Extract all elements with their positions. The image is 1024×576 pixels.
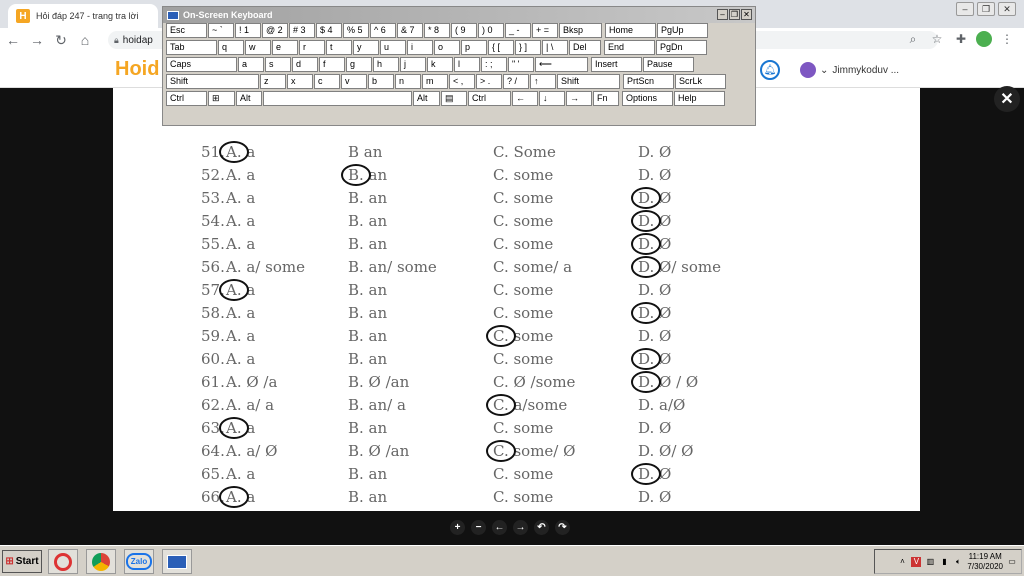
option-d: D. Ø: [638, 143, 672, 161]
option-a: A. a: [226, 488, 256, 506]
answer-circle: [631, 256, 661, 278]
osk-minimize-button[interactable]: –: [717, 9, 728, 20]
osk-key[interactable]: ⊞: [208, 91, 235, 106]
osk-key[interactable]: Help: [674, 91, 725, 106]
osk-key[interactable]: } ]: [515, 40, 541, 55]
back-arrow-icon[interactable]: ←: [6, 32, 20, 48]
osk-key[interactable]: # 3: [289, 23, 315, 38]
osk-key[interactable]: v: [341, 74, 367, 89]
tray-expand-icon[interactable]: ˄: [900, 557, 905, 566]
zalo-icon: Zalo: [126, 553, 152, 570]
start-label: Start: [15, 556, 39, 567]
answer-circle: [219, 417, 249, 439]
osk-key[interactable]: Options: [622, 91, 673, 106]
osk-key[interactable]: p: [461, 40, 487, 55]
option-b: B. an: [348, 488, 388, 506]
option-a: A. a: [226, 189, 256, 207]
username: Jimmykoduv ...: [832, 64, 900, 76]
option-c: C. some: [493, 304, 554, 322]
question-row: [113, 212, 920, 232]
osk-key[interactable]: > .: [476, 74, 502, 89]
notification-bell-icon[interactable]: 🔔︎: [760, 60, 780, 80]
browser-tab[interactable]: [8, 4, 158, 28]
option-d: D. Ø/ some: [638, 258, 721, 276]
osk-key[interactable]: s: [265, 57, 291, 72]
question-number: 59.: [201, 327, 225, 345]
logo-text: Hoid: [115, 58, 160, 80]
option-a: A. a: [226, 143, 256, 161]
osk-key[interactable]: : ;: [481, 57, 507, 72]
question-number: 57.: [201, 281, 225, 299]
question-row: [113, 373, 920, 393]
osk-key[interactable]: * 8: [424, 23, 450, 38]
osk-key[interactable]: < ,: [449, 74, 475, 89]
option-c: C. some: [493, 281, 554, 299]
taskbar: [0, 545, 1024, 576]
question-number: 54.: [201, 212, 225, 230]
worksheet-image: [113, 88, 920, 511]
osk-key[interactable]: Pause: [643, 57, 694, 72]
system-clock[interactable]: [967, 552, 1003, 572]
osk-key[interactable]: Alt: [236, 91, 262, 106]
osk-key[interactable]: e: [272, 40, 298, 55]
option-c: C. some: [493, 235, 554, 253]
question-number: 55.: [201, 235, 225, 253]
option-d: D. Ø / Ø: [638, 373, 699, 391]
chrome-icon: [92, 553, 110, 571]
keyboard-app-icon: [167, 555, 187, 569]
question-number: 64.: [201, 442, 225, 460]
question-number: 61.: [201, 373, 225, 391]
option-c: C. some: [493, 488, 554, 506]
option-b: B. Ø /an: [348, 373, 410, 391]
option-a: A. a: [226, 465, 256, 483]
option-c: C. a/some: [493, 396, 568, 414]
option-d: D. Ø/ Ø: [638, 442, 694, 460]
question-row: [113, 304, 920, 324]
osk-key[interactable]: ⟵: [535, 57, 588, 72]
osk-key[interactable]: ! 1: [235, 23, 261, 38]
option-a: A. a: [226, 419, 256, 437]
osk-key[interactable]: Ctrl: [166, 91, 207, 106]
option-b: B. an: [348, 166, 388, 184]
osk-key[interactable]: Ctrl: [468, 91, 511, 106]
close-window-button[interactable]: ✕: [998, 2, 1016, 16]
osk-key[interactable]: →: [566, 91, 592, 106]
osk-key[interactable]: q: [218, 40, 244, 55]
osk-key[interactable]: z: [260, 74, 286, 89]
osk-key[interactable]: ) 0: [478, 23, 504, 38]
answer-circle: [631, 348, 661, 370]
volume-icon[interactable]: 🔈︎: [956, 556, 961, 566]
question-row: [113, 235, 920, 255]
option-a: A. a/ Ø: [226, 442, 278, 460]
option-c: C. some: [493, 166, 554, 184]
antivirus-icon[interactable]: V: [911, 557, 921, 567]
system-tray: [874, 549, 1022, 574]
option-b: B. an: [348, 212, 388, 230]
target-app-icon: [54, 553, 72, 571]
question-number: 60.: [201, 350, 225, 368]
answer-circle: [219, 141, 249, 163]
option-d: D. a/Ø: [638, 396, 686, 414]
extensions-puzzle-icon[interactable]: ✚: [955, 32, 967, 46]
bookmark-star-icon[interactable]: ☆: [931, 32, 943, 46]
option-a: A. a/ a: [226, 396, 275, 414]
url-text: hoidap: [122, 34, 153, 46]
osk-key[interactable]: & 7: [397, 23, 423, 38]
osk-key[interactable]: i: [407, 40, 433, 55]
answer-circle: [486, 440, 516, 462]
minimize-button[interactable]: –: [956, 2, 974, 16]
answer-circle: [631, 233, 661, 255]
osk-key[interactable]: y: [353, 40, 379, 55]
question-row: [113, 281, 920, 301]
osk-maximize-button[interactable]: ❐: [730, 10, 739, 19]
zoom-icon[interactable]: ⌕: [909, 31, 917, 46]
answer-circle: [631, 187, 661, 209]
toolbar-actions: [904, 30, 1016, 48]
osk-key[interactable]: x: [287, 74, 313, 89]
option-d: D. Ø: [638, 327, 672, 345]
osk-key[interactable]: ~ `: [208, 23, 234, 38]
osk-key[interactable]: d: [292, 57, 318, 72]
option-c: C. some: [493, 350, 554, 368]
clock-time: 11:19 AM: [968, 551, 1002, 561]
osk-key[interactable]: { [: [488, 40, 514, 55]
question-number: 65.: [201, 465, 225, 483]
option-a: A. a: [226, 327, 256, 345]
user-avatar: [800, 62, 816, 78]
reload-icon[interactable]: ↻: [55, 31, 67, 48]
question-number: 51.: [201, 143, 225, 161]
lock-icon: 🔒︎: [114, 34, 119, 45]
osk-key[interactable]: ↓: [539, 91, 565, 106]
osk-key[interactable]: % 5: [343, 23, 369, 38]
clock-date: 7/30/2020: [967, 561, 1003, 571]
option-d: D. Ø: [638, 212, 672, 230]
option-b: B. an: [348, 350, 388, 368]
question-row: [113, 396, 920, 416]
option-c: C. some: [493, 212, 554, 230]
osk-key[interactable]: PgDn: [656, 40, 707, 55]
option-a: A. a: [226, 235, 256, 253]
tab-title: Hỏi đáp 247 - trang tra lời: [36, 11, 139, 21]
answer-circle: [341, 164, 371, 186]
question-row: [113, 419, 920, 439]
option-b: B. an: [348, 327, 388, 345]
site-logo[interactable]: [115, 58, 159, 81]
keyboard-icon: [167, 11, 179, 20]
show-desktop-icon[interactable]: ▭: [1008, 557, 1016, 566]
option-d: D. Ø: [638, 235, 672, 253]
osk-key[interactable]: PrtScn: [623, 74, 674, 89]
question-row: [113, 442, 920, 462]
answer-circle: [486, 394, 516, 416]
option-d: D. Ø: [638, 189, 672, 207]
osk-key[interactable]: ( 9: [451, 23, 477, 38]
taskbar-app-target[interactable]: [48, 549, 78, 574]
question-row: [113, 166, 920, 186]
osk-window-controls: [717, 9, 752, 20]
close-viewer-icon[interactable]: ✕: [994, 86, 1020, 112]
osk-key[interactable]: n: [395, 74, 421, 89]
question-row: [113, 143, 920, 163]
window-controls: [956, 2, 1016, 16]
osk-key[interactable]: t: [326, 40, 352, 55]
osk-key[interactable]: | \: [542, 40, 568, 55]
osk-key[interactable]: f: [319, 57, 345, 72]
osk-key[interactable]: Fn: [593, 91, 619, 106]
option-b: B. an: [348, 235, 388, 253]
question-number: 52.: [201, 166, 225, 184]
option-b: B. an: [348, 189, 388, 207]
osk-key[interactable]: ^ 6: [370, 23, 396, 38]
osk-key[interactable]: Shift: [166, 74, 259, 89]
osk-key[interactable]: Shift: [557, 74, 620, 89]
osk-key[interactable]: Bksp: [559, 23, 602, 38]
question-number: 53.: [201, 189, 225, 207]
option-b: B. an: [348, 304, 388, 322]
osk-key[interactable]: u: [380, 40, 406, 55]
option-a: A. a/ some: [226, 258, 305, 276]
osk-key[interactable]: PgUp: [657, 23, 708, 38]
profile-avatar[interactable]: [976, 31, 992, 47]
power-icon[interactable]: ▮: [942, 557, 947, 566]
option-a: A. Ø /a: [226, 373, 278, 391]
option-d: D. Ø: [638, 166, 672, 184]
osk-key[interactable]: End: [604, 40, 655, 55]
option-d: D. Ø: [638, 419, 672, 437]
answer-circle: [631, 210, 661, 232]
zoom-in-button[interactable]: +: [450, 520, 465, 535]
osk-key[interactable]: ScrLk: [675, 74, 726, 89]
zoom-out-button[interactable]: −: [471, 520, 486, 535]
site-favicon-icon: H: [16, 9, 30, 23]
option-b: B. an/ some: [348, 258, 437, 276]
option-b: B. Ø /an: [348, 442, 410, 460]
option-b: B. an: [348, 281, 388, 299]
osk-key[interactable]: l: [454, 57, 480, 72]
user-menu[interactable]: [800, 62, 899, 78]
option-c: C. some/ a: [493, 258, 573, 276]
question-number: 66.: [201, 488, 225, 506]
option-c: C. some: [493, 327, 554, 345]
on-screen-keyboard: [162, 6, 756, 126]
question-number: 62.: [201, 396, 225, 414]
answer-circle: [631, 302, 661, 324]
osk-key[interactable]: c: [314, 74, 340, 89]
option-c: C. some: [493, 465, 554, 483]
option-c: C. some: [493, 189, 554, 207]
osk-key[interactable]: h: [373, 57, 399, 72]
osk-key[interactable]: Caps: [166, 57, 237, 72]
start-button[interactable]: [2, 550, 42, 573]
next-button[interactable]: →: [513, 520, 528, 535]
windows-logo-icon: ⊞: [5, 556, 14, 567]
osk-key[interactable]: $ 4: [316, 23, 342, 38]
option-c: C. Ø /some: [493, 373, 576, 391]
home-icon[interactable]: ⌂: [80, 32, 90, 48]
osk-title-bar[interactable]: [163, 7, 755, 23]
question-row: [113, 189, 920, 209]
forward-arrow-icon[interactable]: →: [30, 32, 44, 48]
osk-key[interactable]: ? /: [503, 74, 529, 89]
option-a: A. a: [226, 212, 256, 230]
osk-key[interactable]: j: [400, 57, 426, 72]
question-row: [113, 465, 920, 485]
osk-close-button[interactable]: ✕: [741, 9, 752, 20]
taskbar-app-zalo[interactable]: [124, 549, 154, 574]
option-b: B. an: [348, 419, 388, 437]
option-d: D. Ø: [638, 488, 672, 506]
taskbar-app-chrome[interactable]: [86, 549, 116, 574]
restore-button[interactable]: ❐: [977, 2, 995, 16]
osk-key[interactable]: Alt: [413, 91, 440, 106]
option-b: B an: [348, 143, 383, 161]
answer-circle: [219, 486, 249, 508]
osk-key[interactable]: " ': [508, 57, 534, 72]
answer-circle: [486, 325, 516, 347]
osk-key[interactable]: [263, 91, 412, 106]
osk-key[interactable]: k: [427, 57, 453, 72]
osk-key[interactable]: _ -: [505, 23, 531, 38]
option-a: A. a: [226, 166, 256, 184]
osk-key[interactable]: ↑: [530, 74, 556, 89]
option-d: D. Ø: [638, 281, 672, 299]
osk-key[interactable]: Home: [605, 23, 656, 38]
answer-circle: [631, 371, 661, 393]
network-icon[interactable]: ▥: [926, 557, 935, 566]
osk-key[interactable]: o: [434, 40, 460, 55]
osk-key[interactable]: Del: [569, 40, 601, 55]
option-d: D. Ø: [638, 465, 672, 483]
osk-key[interactable]: Tab: [166, 40, 217, 55]
osk-key[interactable]: a: [238, 57, 264, 72]
option-c: C. some/ Ø: [493, 442, 576, 460]
osk-key[interactable]: ←: [512, 91, 538, 106]
question-row: [113, 258, 920, 278]
chevron-down-icon: ⌄: [820, 64, 829, 76]
osk-key[interactable]: r: [299, 40, 325, 55]
osk-key[interactable]: m: [422, 74, 448, 89]
question-number: 58.: [201, 304, 225, 322]
question-number: 56.: [201, 258, 225, 276]
option-c: C. some: [493, 419, 554, 437]
osk-key[interactable]: ▤: [441, 91, 467, 106]
option-d: D. Ø: [638, 350, 672, 368]
osk-key[interactable]: g: [346, 57, 372, 72]
option-a: A. a: [226, 281, 256, 299]
osk-key[interactable]: @ 2: [262, 23, 288, 38]
previous-button[interactable]: ←: [492, 520, 507, 535]
option-a: A. a: [226, 304, 256, 322]
answer-circle: [219, 279, 249, 301]
question-row: [113, 327, 920, 347]
option-d: D. Ø: [638, 304, 672, 322]
osk-key[interactable]: w: [245, 40, 271, 55]
osk-key[interactable]: Esc: [166, 23, 207, 38]
osk-key[interactable]: + =: [532, 23, 558, 38]
menu-kebab-icon[interactable]: ⋮: [1001, 32, 1013, 46]
question-row: [113, 350, 920, 370]
osk-key[interactable]: Insert: [591, 57, 642, 72]
rotate-right-button[interactable]: ↷: [555, 520, 570, 535]
osk-key[interactable]: b: [368, 74, 394, 89]
viewer-toolbar: [450, 520, 570, 535]
option-c: C. Some: [493, 143, 556, 161]
question-row: [113, 488, 920, 508]
answer-circle: [631, 463, 661, 485]
taskbar-app-osk[interactable]: [162, 549, 192, 574]
osk-title: On-Screen Keyboard: [183, 10, 273, 20]
question-number: 63.: [201, 419, 225, 437]
option-b: B. an: [348, 465, 388, 483]
option-b: B. an/ a: [348, 396, 406, 414]
option-a: A. a: [226, 350, 256, 368]
rotate-left-button[interactable]: ↶: [534, 520, 549, 535]
